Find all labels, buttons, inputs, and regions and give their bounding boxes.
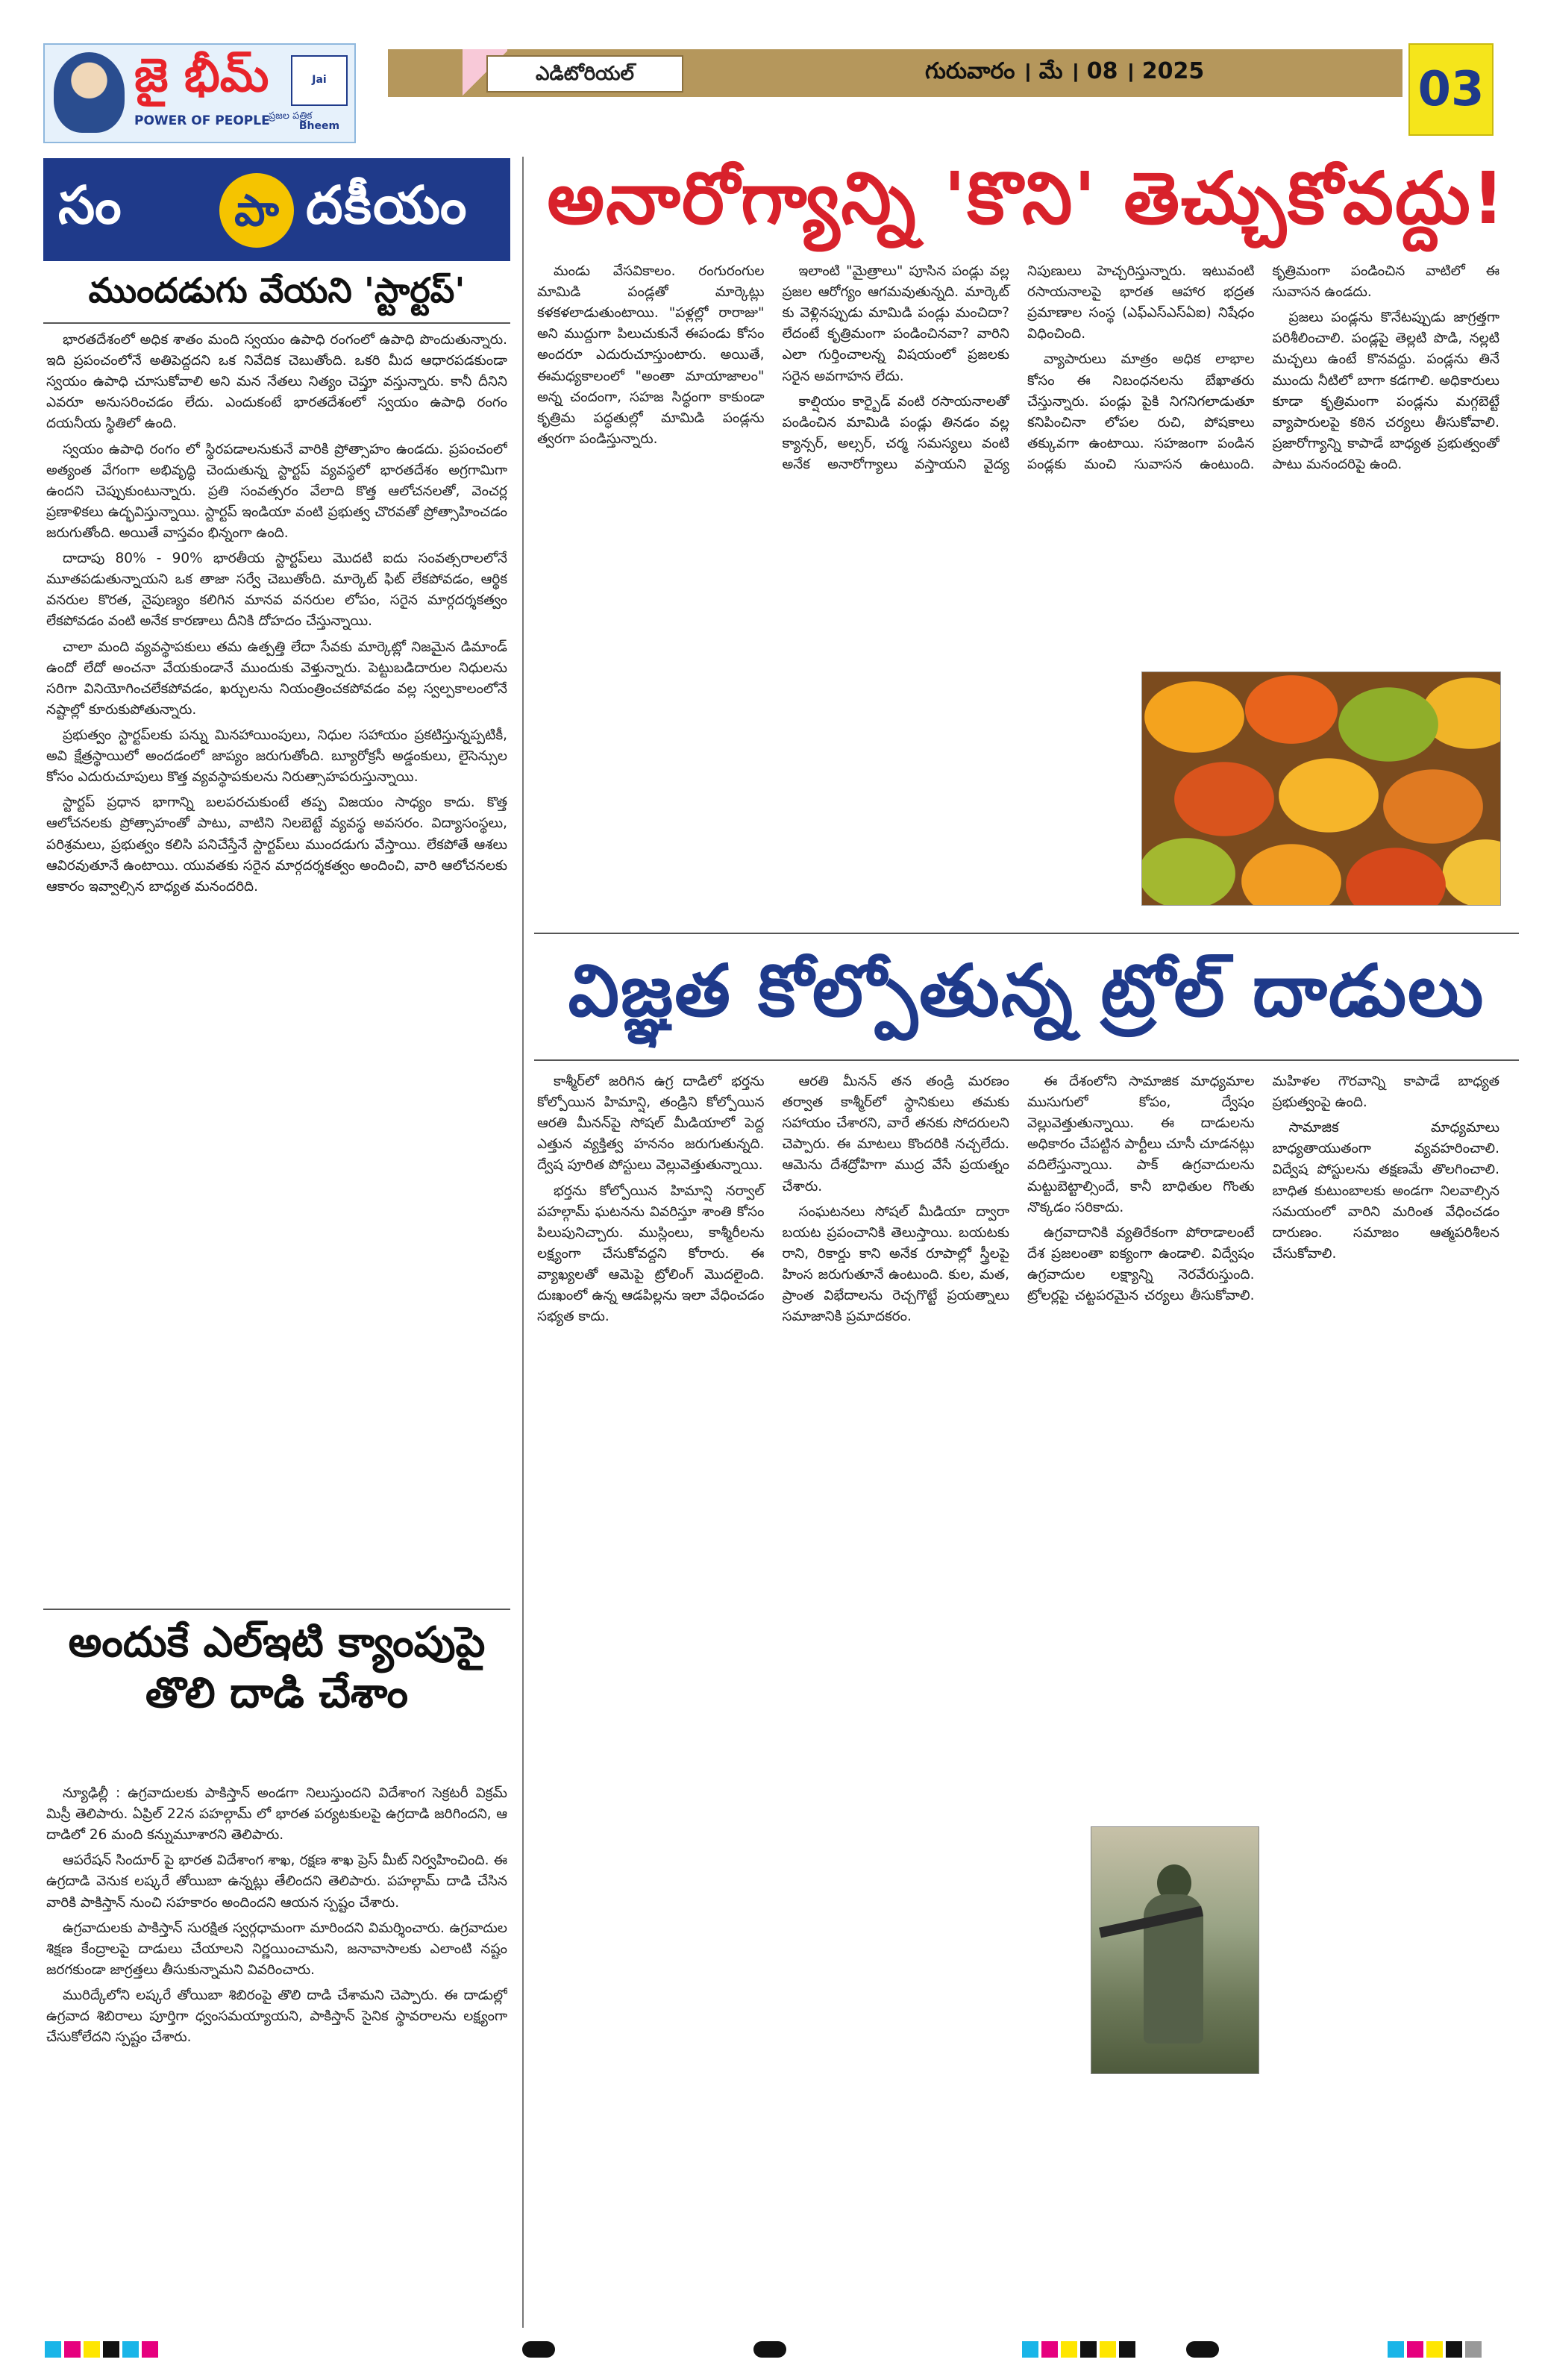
editorial-banner-prefix: సం (58, 175, 123, 236)
divider (43, 322, 510, 324)
article-body (537, 1071, 1499, 2325)
paragraph: కాశ్మీర్‌లో జరిగిన ఉగ్ర దాడిలో భర్తను కోల్పోయిన హిమాన్షి, తండ్రిని కోల్పోయిన ఆరతి మీనన్‌పై సోషల్ మీడియాలో పెద్ద ఎత్తున వ్యక్తిత్వ హననం జరుగుతున్నది. ద్వేష పూరిత పోస్టులు వెల్లువెత్తుతున్నాయి. (537, 1074, 765, 1174)
color-registration-marks (1022, 2341, 1138, 2361)
page-number: 03 (1408, 43, 1494, 136)
paragraph: ఇలాంటి "మైత్రాలు" పూసిన పండ్లు వల్ల ప్రజల ఆరోగ్యం ఆగమవుతున్నది. మార్కెట్ కు వెళ్లినప్పుడు మామిడి పండ్లు మంచిదా? లేదంటే కృత్రిమంగా పండించినవా? వారిని ఎలా గుర్తించాలన్న విషయంలో ప్రజలకు సరైన అవగాహన లేదు. (782, 263, 1009, 384)
paragraph: వ్యాపారులు మాత్రం అధిక లాభాల కోసం ఈ నిబంధనలను బేఖాతరు చేస్తున్నారు. పండ్లు పైకి నిగనిగలాడుతూ కనిపించినా లోపల రుచి, పోషకాలు తక్కువగా ఉంటాయి. సహజంగా పండిన పండ్లకు మంచి సువాసన ఉంటుంది. కృత్రిమంగా పండించిన వాటిలో ఈ సువాసన ఉండదు. (1027, 263, 1499, 472)
paragraph: ప్రజలు పండ్లను కొనేటప్పుడు జాగ్రత్తగా పరిశీలించాలి. పండ్లపై తెల్లటి పొడి, నల్లటి మచ్చలు ఉంటే కొనవద్దు. పండ్లను తినే ముందు నీటిలో బాగా కడగాలి. అధికారులు కూడా కృత్రిమంగా పండ్లను మగ్గబెట్టే వ్యాపారులపై కఠిన చర్యలు తీసుకోవాలి. ప్రజారోగ్యాన్ని కాపాడే బాధ్యత ప్రభుత్వంతో పాటు మనందరిపై ఉంది. (1272, 310, 1499, 472)
paragraph: మండు వేసవికాలం. రంగురంగుల మామిడి పండ్లతో మార్కెట్లు కళకళలాడుతుంటాయి. "పళ్లల్లో రారాజు" అని ముద్దుగా పిలుచుకునే ఈపండు కోసం అందరూ ఎదురుచూస్తుంటారు. అయితే, ఈమధ్యకాలంలో "అంతా మాయాజాలం" అన్న చందంగా, సహజ సిద్ధంగా కాకుండా కృత్రిమ పద్ధతుల్లో మామిడి పండ్లను త్వరగా పండిస్తున్నారు. (537, 263, 765, 447)
paragraph: ఉగ్రవాదులకు పాకిస్తాన్ సురక్షిత స్వర్గధామంగా మారిందని విమర్శించారు. ఉగ్రవాదుల శిక్షణ కేంద్రాలపై దాడులు చేయాలని నిర్ణయించామని, జనావాసాలకు ఎలాంటి నష్టం జరగకుండా జాగ్రత్తలు తీసుకున్నామని వివరించారు. (46, 1920, 507, 1978)
color-registration-marks (45, 2341, 161, 2361)
brand-name: జై భీమ్ (134, 48, 269, 102)
masthead-logo (43, 43, 356, 143)
paragraph: ఆరతి మీనన్ తన తండ్రి మరణం తర్వాత కాశ్మీర్‌లో స్థానికులు తమకు సహాయం చేశారని, వారే తనకు సోదరులని చెప్పారు. ఈ మాటలు కొందరికి నచ్చలేదు. ఆమెను దేశద్రోహిగా ముద్ర వేసే ప్రయత్నం చేశారు. (782, 1074, 1009, 1194)
column-divider (522, 157, 524, 2328)
soldier-photo (1091, 1826, 1259, 2074)
paragraph: భర్తను కోల్పోయిన హిమాన్షి నర్వాల్ పహల్గామ్ ఘటనను వివరిస్తూ శాంతి కోసం పిలుపునిచ్చారు. ముస్లింలు, కాశ్మీరీలను లక్ష్యంగా చేసుకోవద్దని కోరారు. ఈ వ్యాఖ్యలతో ఆమెపై ట్రోలింగ్ మొదలైంది. దుఃఖంలో ఉన్న ఆడపిల్లను ఇలా వేధించడం సభ్యత కాదు. (537, 1183, 765, 1325)
paragraph: ఈ దేశంలోని సామాజిక మాధ్యమాల ముసుగులో కోపం, ద్వేషం వెల్లువెత్తుతున్నాయి. ఈ దాడులను అధికారం చేపట్టిన పార్టీలు చూసీ చూడనట్లు వదిలేస్తున్నాయి. పాక్ ఉగ్రవాదులను మట్టుబెట్టాల్సిందే, కానీ బాధితుల గొంతు నొక్కడం సరికాదు. (1027, 1074, 1255, 1215)
paragraph: స్టార్టప్ ప్రధాన భాగాన్ని బలపరచుకుంటే తప్ప విజయం సాధ్యం కాదు. కొత్త ఆలోచనలకు ప్రోత్సాహంతో పాటు, వాటిని నిలబెట్టే వ్యవస్థ అవసరం. విద్యాసంస్థలు, పరిశ్రమలు, ప్రభుత్వం కలిసి పనిచేస్తేనే స్టార్టప్‌లు ముందడుగు వేస్తాయి. లేకపోతే ఆశలు ఆవిరవుతూనే ఉంటాయి. యువతకు సరైన మార్గదర్శకత్వం అందించి, వారి ఆలోచనలకు ఆకారం ఇవ్వాల్సిన బాధ్యత మనందరిది. (46, 795, 507, 895)
paragraph: దాదాపు 80% - 90% భారతీయ స్టార్టప్‌లు మొదటి ఐదు సంవత్సరాలలోనే మూతపడుతున్నాయని ఒక తాజా సర్వే చెబుతోంది. మార్కెట్ ఫిట్ లేకపోవడం, ఆర్థిక వనరుల కొరత, నైపుణ్యం కలిగిన మానవ వనరుల లోపం, సరైన మార్గదర్శకత్వం లేకపోవడం వంటి అనేక కారణాలు దీనికి దోహదం చేస్తున్నాయి. (46, 551, 507, 630)
editorial-headline: ముందడుగు వేయని 'స్టార్టప్' (88, 270, 466, 310)
paragraph: మురిద్కేలోని లష్కరే తోయిబా శిబిరంపై తొలి దాడి చేశామని చెప్పారు. ఈ దాడుల్లో ఉగ్రవాద శిబిరాలు పూర్తిగా ధ్వంసమయ్యాయని, పాకిస్తాన్ సైనిక స్థావరాలను లక్ష్యంగా చేసుకోలేదని స్పష్టం చేశారు. (46, 1987, 507, 2046)
paragraph: స్వయం ఉపాధి రంగం లో స్థిరపడాలనుకునే వారికి ప్రోత్సాహం ఉండదు. ప్రపంచంలో అత్యంత వేగంగా అభివృద్ధి చెందుతున్న స్టార్టప్ వ్యవస్థలో భారతదేశం అగ్రగామిగా ఉందని చెప్పుకుంటున్నారు. ప్రతి సంవత్సరం వేలాది కొత్త ఆలోచనలతో, వెంచర్ల ప్రణాళికలు ఉద్భవిస్తున్నాయి. స్టార్టప్ ఇండియా వంటి ప్రభుత్వ చొరవతో ప్రోత్సాహించడం జరుగుతోంది. అయితే వాస్తవం భిన్నంగా ఉంది. (46, 441, 507, 541)
editorial-banner (43, 158, 510, 261)
divider (43, 1609, 510, 1610)
editorial-banner-badge: పా (219, 173, 294, 248)
paragraph: సామాజిక మాధ్యమాలు బాధ్యతాయుతంగా వ్యవహరించాలి. విద్వేష పోస్టులను తక్షణమే తొలగించాలి. బాధిత కుటుంబాలకు అండగా నిలవాల్సిన సమయంలో వారిని మరింత వేధించడం దారుణం. సమాజం ఆత్మపరిశీలన చేసుకోవాలి. (1272, 1120, 1499, 1262)
registration-pill (522, 2341, 555, 2358)
divider (534, 933, 1519, 934)
divider (534, 1059, 1519, 1061)
paragraph: భారతదేశంలో అధిక శాతం మంది స్వయం ఉపాధి రంగంలో ఉపాధి పొందుతున్నారు. ఇది ప్రపంచంలోనే అతిపెద్దదని ఒక నివేదిక చెబుతోంది. ఒకరి మీద ఆధారపడకుండా స్వయం ఉపాధి చూసుకోవాలి అని మన నేతలు నిత్యం చెప్తూ వస్తున్నారు. కానీ దీనిని ఎవరూ అనుసరించడం లేదు. ఎందుకంటే భారతదేశంలో స్వయం ఉపాధి రంగం దయనీయ స్థితిలో ఉంది. (46, 332, 507, 432)
paragraph: న్యూఢిల్లీ : ఉగ్రవాదులకు పాకిస్తాన్ అండగా నిలుస్తుందని విదేశాంగ సెక్రటరీ విక్రమ్ మిస్రీ తెలిపారు. ఏప్రిల్ 22న పహల్గామ్ లో భారత పర్యటకులపై ఉగ్రదాడి జరిగిందని, ఆ దాడిలో 26 మంది కన్నుమూశారని తెలిపారు. (46, 1785, 507, 1844)
mango-photo (1141, 671, 1501, 906)
dateline: గురువారం । మే । 08 । 2025 (925, 58, 1205, 84)
news-headline: అందుకే ఎల్ఇటి క్యాంపుపై తొలి దాడి చేశాం (68, 1618, 486, 1718)
brand-tagline: POWER OF PEOPLE (134, 113, 270, 128)
article-headline: అనారోగ్యాన్ని 'కొని' తెచ్చుకోవద్దు! (547, 157, 1506, 240)
color-registration-marks (1388, 2341, 1485, 2361)
logo-tagline: ప్రజల పత్రిక (269, 110, 313, 122)
section-label: ఎడిటోరియల్ (486, 55, 683, 93)
paragraph: ఆపరేషన్ సిందూర్ పై భారత విదేశాంగ శాఖ, రక్షణ శాఖ ప్రెస్ మీట్ నిర్వహించింది. ఈ ఉగ్రదాడి వెనుక లష్కరే తోయిబా ఉన్నట్లు తేలిందని తెలిపారు. పహల్గామ్ దాడి చేసిన వారికి పాకిస్తాన్ నుంచి సహకారం అందిందని ఆయన స్పష్టం చేశారు. (46, 1853, 507, 1911)
registration-pill (1186, 2341, 1219, 2358)
editorial-banner-suffix: దకీయం (306, 175, 468, 236)
paragraph: ఉగ్రవాదానికి వ్యతిరేకంగా పోరాడాలంటే దేశ ప్రజలంతా ఐక్యంగా ఉండాలి. విద్వేషం ఉగ్రవాదుల లక్ష్యాన్ని నెరవేరుస్తుంది. ట్రోలర్లపై చట్టపరమైన చర్యలు తీసుకోవాలి. మహిళల గౌరవాన్ని కాపాడే బాధ్యత ప్రభుత్వంపై ఉంది. (1027, 1074, 1499, 1304)
ambedkar-portrait-icon (54, 52, 125, 133)
paragraph: ప్రభుత్వం స్టార్టప్‌లకు పన్ను మినహాయింపులు, నిధుల సహాయం ప్రకటిస్తున్నప్పటికీ, అవి క్షేత్రస్థాయిలో అందడంలో జాప్యం జరుగుతోంది. బ్యూరోక్రసీ అడ్డంకులు, లైసెన్సుల కోసం ఎదురుచూపులు కొత్త వ్యవస్థాపకులను నిరుత్సాహపరుస్తున్నాయి. (46, 727, 507, 786)
paragraph: చాలా మంది వ్యవస్థాపకులు తమ ఉత్పత్తి లేదా సేవకు మార్కెట్లో నిజమైన డిమాండ్ ఉందో లేదో అంచనా వేయకుండానే ముందుకు వెళ్తున్నారు. పెట్టుబడిదారుల నిధులను సరిగా వినియోగించలేకపోవడం, ఖర్చులను నియంత్రించకపోవడం వల్ల స్వల్పకాలంలోనే నష్టాల్లో కూరుకుపోతున్నారు. (46, 639, 507, 718)
article-headline: విజ్ఞత కోల్పోతున్న ట్రోల్ దాడులు (568, 949, 1485, 1033)
news-body (46, 1783, 507, 2320)
brand-logo-mark: Jai Bheem (291, 55, 348, 106)
paragraph: కాల్షియం కార్బైడ్ వంటి రసాయనాలతో పండించిన మామిడి పండ్లు తినడం వల్ల క్యాన్సర్, అల్సర్, చర్మ సమస్యలు వంటి అనేక అనారోగ్యాలు వస్తాయని వైద్య నిపుణులు హెచ్చరిస్తున్నారు. ఇటువంటి రసాయనాలపై భారత ఆహార భద్రత ప్రమాణాల సంస్థ (ఎఫ్ఎస్ఎస్ఏఐ) నిషేధం విధించింది. (782, 263, 1255, 472)
registration-pill (753, 2341, 786, 2358)
paragraph: సంఘటనలు సోషల్ మీడియా ద్వారా బయట ప్రపంచానికి తెలుస్తాయి. బయటకు రాని, రికార్డు కాని అనేక రూపాల్లో స్త్రీలపై హింస జరుగుతూనే ఉంటుంది. కుల, మత, ప్రాంత విభేదాలను రెచ్చగొట్టే ప్రయత్నాలు సమాజానికి ప్రమాదకరం. (782, 1203, 1009, 1325)
editorial-body (46, 330, 507, 1601)
